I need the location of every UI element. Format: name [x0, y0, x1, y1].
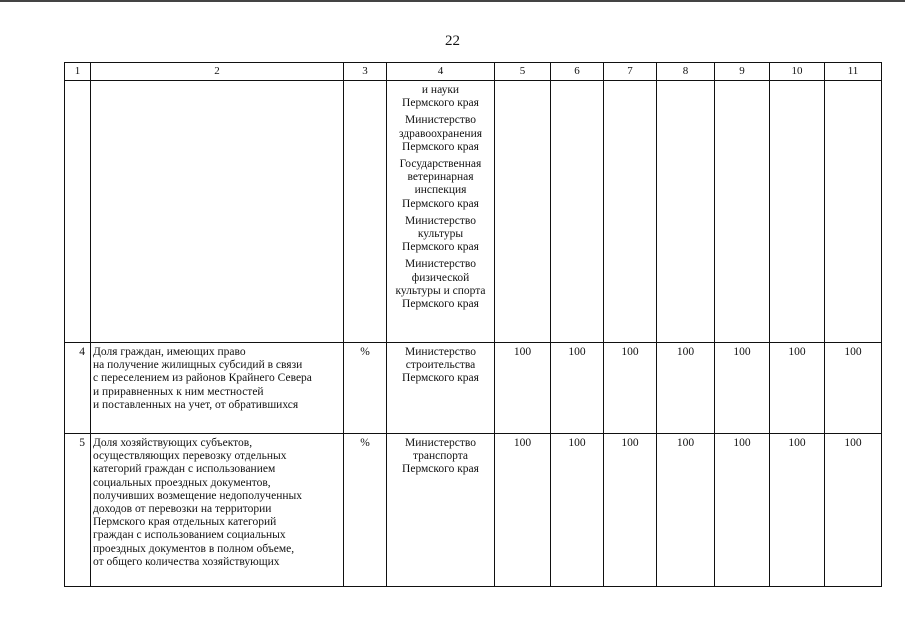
executor-entry	[388, 258, 493, 311]
indicator-name-line: доходов от перевозки на территории	[93, 503, 272, 516]
executor-line: физической	[411, 271, 470, 284]
unit-cell: %	[344, 343, 387, 434]
executor-line: Пермского края	[402, 298, 479, 311]
indicator-name-cell	[91, 343, 344, 434]
column-header: 8	[657, 63, 715, 81]
value-cell: 100	[551, 434, 604, 587]
executor-line: Пермского края	[402, 463, 479, 476]
column-header: 11	[825, 63, 882, 81]
table-row	[65, 81, 882, 343]
value-cell: 100	[604, 434, 657, 587]
indicator-name-line: социальных проездных документов,	[93, 476, 271, 489]
table-body	[65, 81, 882, 587]
top-scan-border	[0, 0, 905, 2]
value-cell: 100	[715, 343, 770, 434]
value-cell: 100	[825, 343, 882, 434]
unit-cell	[344, 81, 387, 343]
value-cell: 100	[770, 434, 825, 587]
executor-line: строительства	[405, 359, 476, 372]
value-cell	[604, 81, 657, 343]
indicator-name-cell	[91, 81, 344, 343]
column-number-header-row	[65, 63, 882, 81]
executor-line: Государственная	[399, 158, 482, 171]
value-cell	[825, 81, 882, 343]
indicator-name-line: категорий граждан с использованием	[93, 463, 276, 476]
indicator-name-line: с переселением из районов Крайнего Севера	[93, 372, 312, 385]
executor-line: Пермского края	[402, 97, 479, 110]
indicator-name-line: на получение жилищных субсидий в связи	[93, 359, 303, 372]
indicator-name-line: Доля граждан, имеющих право	[93, 346, 246, 358]
executor-line: культуры	[417, 228, 464, 241]
row-number-cell: 4	[65, 343, 91, 434]
executor-line: ветеринарная	[407, 171, 474, 184]
executor-line: транспорта	[412, 450, 469, 463]
value-cell: 100	[495, 343, 551, 434]
column-header: 6	[551, 63, 604, 81]
executor-line: и науки	[421, 84, 460, 96]
executor-cell	[387, 434, 495, 587]
value-cell: 100	[657, 434, 715, 587]
value-cell	[715, 81, 770, 343]
executor-cell	[387, 343, 495, 434]
executor-entry	[388, 84, 493, 110]
executor-cell	[387, 81, 495, 343]
value-cell	[657, 81, 715, 343]
executor-line: Пермского края	[402, 197, 479, 210]
executor-line: культуры и спорта	[395, 284, 486, 297]
value-cell: 100	[825, 434, 882, 587]
column-header: 3	[344, 63, 387, 81]
value-cell: 100	[604, 343, 657, 434]
indicator-name-cell	[91, 434, 344, 587]
indicator-name-line: проездных документов в полном объеме,	[93, 542, 295, 555]
executor-line: Министерство	[405, 258, 476, 271]
column-header: 4	[387, 63, 495, 81]
indicator-name-line: и поставленных на учет, от обратившихся	[93, 398, 299, 411]
executor-line: здравоохранения	[398, 127, 483, 140]
value-cell: 100	[551, 343, 604, 434]
executor-entry	[388, 158, 493, 211]
value-cell	[495, 81, 551, 343]
indicator-name-line: Доля хозяйствующих субъектов,	[93, 437, 253, 449]
executor-line: Министерство	[405, 214, 476, 227]
executor-line: Пермского края	[402, 140, 479, 153]
column-header: 1	[65, 63, 91, 81]
executor-line: Министерство	[405, 437, 476, 449]
indicator-name-line: и приравненных к ним местностей	[93, 385, 264, 398]
value-cell: 100	[715, 434, 770, 587]
executor-line: Министерство	[405, 114, 476, 127]
indicator-name-line: осуществляющих перевозку отдельных	[93, 450, 287, 463]
column-header: 5	[495, 63, 551, 81]
value-cell	[551, 81, 604, 343]
executor-entry	[388, 346, 493, 386]
indicator-table	[64, 62, 882, 587]
executor-line: Пермского края	[402, 372, 479, 385]
executor-entry	[388, 215, 493, 255]
value-cell: 100	[770, 343, 825, 434]
row-number-cell	[65, 81, 91, 343]
indicator-name-line: граждан с использованием социальных	[93, 529, 286, 542]
indicator-name-line: от общего количества хозяйствующих	[93, 555, 280, 568]
executor-line: Министерство	[405, 346, 476, 358]
unit-cell: %	[344, 434, 387, 587]
executor-entry	[388, 114, 493, 154]
column-header: 2	[91, 63, 344, 81]
value-cell: 100	[495, 434, 551, 587]
column-header: 7	[604, 63, 657, 81]
table-row	[65, 343, 882, 434]
column-header: 10	[770, 63, 825, 81]
column-header: 9	[715, 63, 770, 81]
indicator-name-line: Пермского края отдельных категорий	[93, 516, 277, 529]
executor-line: инспекция	[414, 184, 467, 197]
executor-line: Пермского края	[402, 241, 479, 254]
value-cell	[770, 81, 825, 343]
executor-entry	[388, 437, 493, 477]
value-cell: 100	[657, 343, 715, 434]
table-row	[65, 434, 882, 587]
row-number-cell: 5	[65, 434, 91, 587]
page-number: 22	[445, 33, 460, 49]
indicator-name-line: получивших возмещение недополученных	[93, 489, 302, 502]
